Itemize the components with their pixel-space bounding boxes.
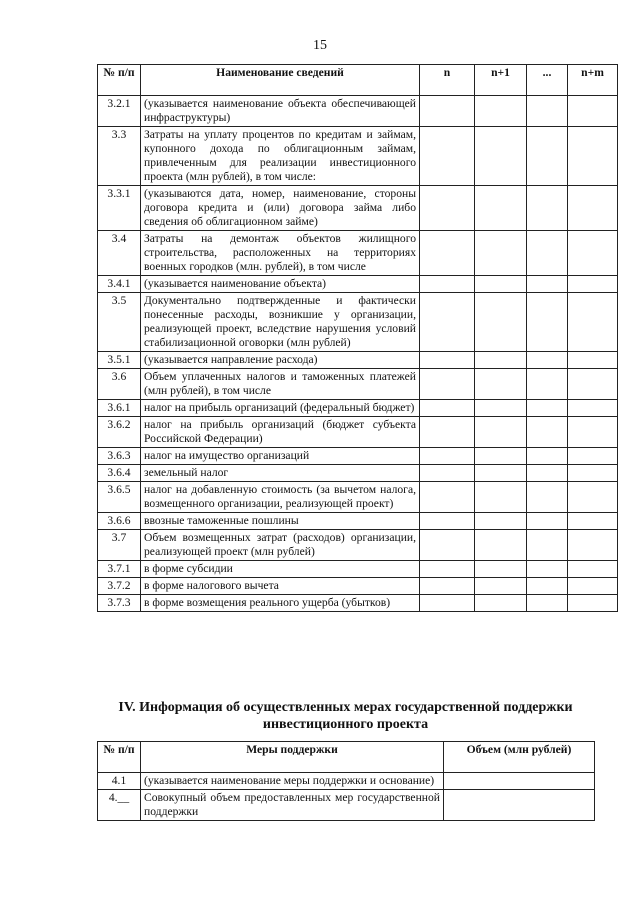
cell-n-plus-m	[568, 482, 618, 513]
row-number: 3.7	[98, 530, 141, 561]
cell-n-plus-1	[475, 465, 527, 482]
row-description: (указывается наименование объекта)	[141, 276, 420, 293]
row-description: Объем возмещенных затрат (расходов) организации, реализующей проект (млн рублей)	[141, 530, 420, 561]
cell-n	[420, 352, 475, 369]
table-row	[98, 513, 618, 530]
cell-n-plus-m	[568, 96, 618, 127]
cell-n	[420, 127, 475, 186]
table-header-row	[98, 65, 618, 96]
row-description: Затраты на демонтаж объектов жилищного строительства, расположенных на территориях военных городков (млн. рублей), в том числе	[141, 231, 420, 276]
cell-dots	[527, 578, 568, 595]
row-description: Документально подтвержденные и фактически понесенные расходы, возникшие у организации, реализующей проект, вследствие нарушения условий стабилизационной оговорки (млн рублей)	[141, 293, 420, 352]
table-row	[98, 417, 618, 448]
table-row	[98, 369, 618, 400]
cell-n	[420, 561, 475, 578]
row-description: Объем уплаченных налогов и таможенных платежей (млн рублей), в том числе	[141, 369, 420, 400]
cell-n	[420, 465, 475, 482]
cell-n-plus-1	[475, 530, 527, 561]
cell-n-plus-m	[568, 276, 618, 293]
table-row	[98, 465, 618, 482]
header-name: Наименование сведений	[141, 65, 420, 96]
table-row	[98, 530, 618, 561]
row-number: 3.5.1	[98, 352, 141, 369]
cell-n-plus-1	[475, 561, 527, 578]
cell-dots	[527, 595, 568, 612]
cell-n	[420, 96, 475, 127]
table-row	[98, 96, 618, 127]
header-n: n	[420, 65, 475, 96]
table-row	[98, 773, 595, 790]
table-row	[98, 186, 618, 231]
cell-n-plus-1	[475, 96, 527, 127]
cell-n	[420, 482, 475, 513]
cell-n	[420, 513, 475, 530]
cell-n-plus-m	[568, 352, 618, 369]
cell-dots	[527, 448, 568, 465]
table-row	[98, 127, 618, 186]
header-n-plus-m: n+m	[568, 65, 618, 96]
row-number: 3.4.1	[98, 276, 141, 293]
table-row	[98, 276, 618, 293]
section-4-heading: IV. Информация об осуществленных мерах государственной поддержки инвестиционного проекта	[118, 700, 573, 732]
header-volume: Объем (млн рублей)	[444, 742, 595, 773]
table-row	[98, 400, 618, 417]
cell-n-plus-1	[475, 448, 527, 465]
row-description: (указываются дата, номер, наименование, стороны договора кредита и (или) договора займа либо сведения об облигационном займе)	[141, 186, 420, 231]
cell-volume	[444, 790, 595, 821]
row-description: налог на имущество организаций	[141, 448, 420, 465]
row-number: 3.7.2	[98, 578, 141, 595]
cell-n-plus-m	[568, 448, 618, 465]
row-number: 3.2.1	[98, 96, 141, 127]
cell-n-plus-1	[475, 276, 527, 293]
row-description: в форме возмещения реального ущерба (убытков)	[141, 595, 420, 612]
cell-volume	[444, 773, 595, 790]
page-number: 15	[313, 38, 327, 53]
cell-n-plus-m	[568, 293, 618, 352]
cell-n-plus-m	[568, 417, 618, 448]
cell-n-plus-m	[568, 127, 618, 186]
header-num: № п/п	[98, 742, 141, 773]
state-support-table	[97, 741, 595, 821]
row-description: налог на добавленную стоимость (за вычетом налога, возмещенного организации, реализующей проект)	[141, 482, 420, 513]
row-number: 3.6	[98, 369, 141, 400]
cell-n	[420, 276, 475, 293]
table-row	[98, 448, 618, 465]
row-description: налог на прибыль организаций (федеральный бюджет)	[141, 400, 420, 417]
row-number: 3.6.3	[98, 448, 141, 465]
cell-n	[420, 448, 475, 465]
cell-n	[420, 400, 475, 417]
cell-n-plus-1	[475, 482, 527, 513]
cell-n-plus-1	[475, 417, 527, 448]
cell-n-plus-1	[475, 578, 527, 595]
cell-dots	[527, 513, 568, 530]
cell-dots	[527, 465, 568, 482]
cell-dots	[527, 530, 568, 561]
row-description: в форме налогового вычета	[141, 578, 420, 595]
row-description: в форме субсидии	[141, 561, 420, 578]
row-number: 3.7.3	[98, 595, 141, 612]
cell-n-plus-m	[568, 231, 618, 276]
table-row	[98, 595, 618, 612]
row-number: 3.3	[98, 127, 141, 186]
row-description: Затраты на уплату процентов по кредитам и займам, купонного дохода по облигационным займам, привлеченным для реализации инвестиционного проекта (млн рублей), в том числе:	[141, 127, 420, 186]
row-number: 3.6.6	[98, 513, 141, 530]
cell-n-plus-m	[568, 465, 618, 482]
row-number: 3.7.1	[98, 561, 141, 578]
cell-dots	[527, 276, 568, 293]
header-n-plus-1: n+1	[475, 65, 527, 96]
table-row	[98, 578, 618, 595]
table-row	[98, 482, 618, 513]
cell-n-plus-m	[568, 369, 618, 400]
cell-n-plus-1	[475, 369, 527, 400]
table-row	[98, 293, 618, 352]
row-number: 4.__	[98, 790, 141, 821]
cell-n-plus-1	[475, 513, 527, 530]
cell-n	[420, 417, 475, 448]
row-description: Совокупный объем предоставленных мер государственной поддержки	[141, 790, 444, 821]
row-description: (указывается направление расхода)	[141, 352, 420, 369]
cell-n-plus-1	[475, 400, 527, 417]
row-number: 3.4	[98, 231, 141, 276]
cell-n-plus-m	[568, 400, 618, 417]
row-number: 3.5	[98, 293, 141, 352]
row-number: 3.6.4	[98, 465, 141, 482]
cell-dots	[527, 561, 568, 578]
header-num: № п/п	[98, 65, 141, 96]
cell-n-plus-m	[568, 561, 618, 578]
cell-dots	[527, 293, 568, 352]
cell-n-plus-1	[475, 231, 527, 276]
row-description: налог на прибыль организаций (бюджет субъекта Российской Федерации)	[141, 417, 420, 448]
row-number: 3.3.1	[98, 186, 141, 231]
cell-n-plus-1	[475, 352, 527, 369]
cell-dots	[527, 352, 568, 369]
cell-n-plus-1	[475, 186, 527, 231]
row-number: 4.1	[98, 773, 141, 790]
row-number: 3.6.1	[98, 400, 141, 417]
cell-n-plus-m	[568, 530, 618, 561]
header-measures: Меры поддержки	[141, 742, 444, 773]
investment-costs-table	[97, 64, 618, 612]
cell-n	[420, 231, 475, 276]
cell-dots	[527, 96, 568, 127]
table-row	[98, 790, 595, 821]
cell-dots	[527, 369, 568, 400]
cell-n	[420, 578, 475, 595]
cell-dots	[527, 417, 568, 448]
cell-n-plus-1	[475, 595, 527, 612]
cell-n	[420, 530, 475, 561]
cell-n-plus-m	[568, 186, 618, 231]
cell-n	[420, 369, 475, 400]
cell-dots	[527, 482, 568, 513]
table-header-row	[98, 742, 595, 773]
cell-n	[420, 595, 475, 612]
row-description: земельный налог	[141, 465, 420, 482]
cell-dots	[527, 231, 568, 276]
cell-n-plus-m	[568, 578, 618, 595]
cell-dots	[527, 127, 568, 186]
cell-n	[420, 293, 475, 352]
table-row	[98, 561, 618, 578]
row-description: (указывается наименование меры поддержки и основание)	[141, 773, 444, 790]
cell-n-plus-1	[475, 127, 527, 186]
cell-n-plus-1	[475, 293, 527, 352]
cell-dots	[527, 186, 568, 231]
row-number: 3.6.2	[98, 417, 141, 448]
cell-n	[420, 186, 475, 231]
cell-dots	[527, 400, 568, 417]
header-dots: ...	[527, 65, 568, 96]
table-row	[98, 352, 618, 369]
row-description: (указывается наименование объекта обеспечивающей инфраструктуры)	[141, 96, 420, 127]
table-row	[98, 231, 618, 276]
row-description: ввозные таможенные пошлины	[141, 513, 420, 530]
row-number: 3.6.5	[98, 482, 141, 513]
cell-n-plus-m	[568, 513, 618, 530]
cell-n-plus-m	[568, 595, 618, 612]
